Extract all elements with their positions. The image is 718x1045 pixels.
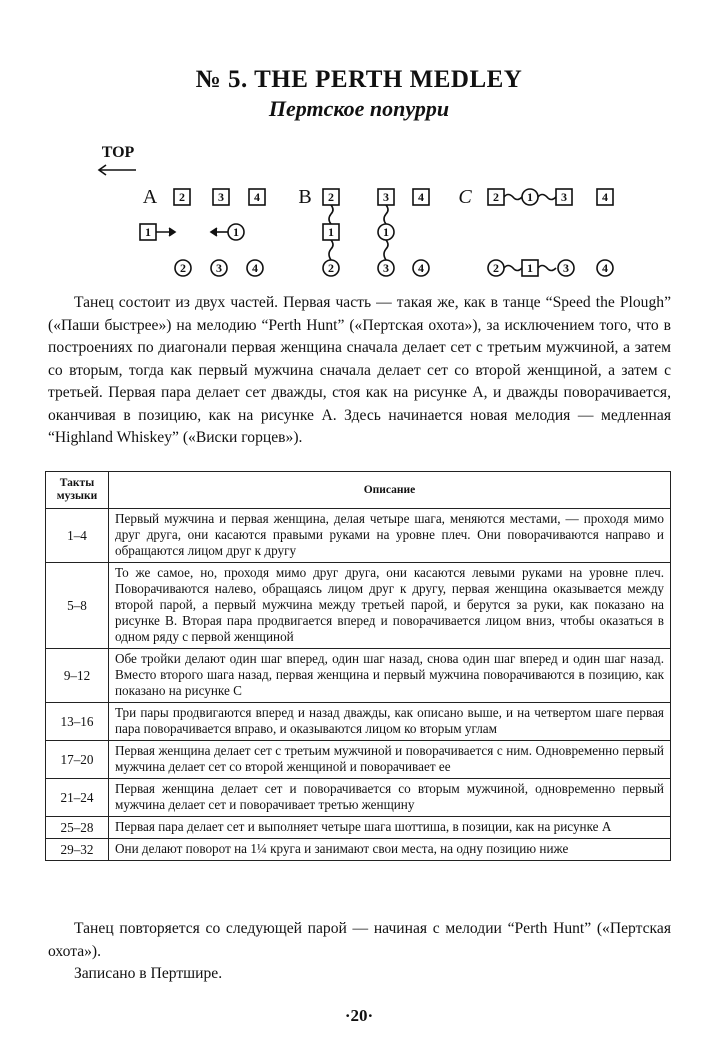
wavy-link	[504, 266, 522, 271]
intro-text	[48, 292, 671, 450]
svg-text:1: 1	[383, 225, 389, 239]
svg-text:4: 4	[602, 261, 608, 275]
table-row	[46, 509, 671, 563]
wavy-link	[384, 240, 388, 260]
svg-text:4: 4	[254, 190, 260, 204]
bars-cell: 29–32	[46, 839, 109, 861]
description-cell: Первая женщина делает сет с третьим мужчиной и поворачивается с ним. Одновременно первый мужчина делает сет со второй женщиной и поворачивает ее	[109, 741, 671, 779]
table-row	[46, 649, 671, 703]
group-label-b: B	[298, 186, 312, 208]
table-row	[46, 839, 671, 861]
svg-text:3: 3	[383, 190, 389, 204]
svg-text:1: 1	[328, 225, 334, 239]
bars-cell: 17–20	[46, 741, 109, 779]
bars-cell: 25–28	[46, 817, 109, 839]
steps-table	[45, 471, 671, 861]
bars-cell: 21–24	[46, 779, 109, 817]
table-row	[46, 741, 671, 779]
description-cell: Первый мужчина и первая женщина, делая четыре шага, меняются местами, — проходя мимо друг друга, они касаются правыми руками на уровне плеч. Они поворачиваются направо и обращаются лицом друг к другу	[109, 509, 671, 563]
intro-paragraph: Танец состоит из двух частей. Первая часть — такая же, как в танце “Speed the Plough” («Паши быстрее») на мелодию “Perth Hunt” («Пертская охота»), за исключением того, что в построениях по диагонали первая женщина сначала делает сет с третьим мужчиной, а затем со вторым, тогда как первый мужчина сначала делает сет со второй женщиной, а затем с третьей. Первая пара делает сет дважды, стоя как на рисунке А, и дважды поворачивается, оканчивая в позицию, как на рисунке А. Здесь начинается новая мелодия — медленная “Highland Whiskey” («Виски горцев»).	[48, 294, 671, 446]
svg-text:3: 3	[383, 261, 389, 275]
description-cell: То же самое, но, проходя мимо друг друга, они касаются левыми руками на уровне плеч. Поворачиваются налево, обращаясь лицом друг к другу, первая женщина оказывается между второй парой, а первый мужчина между третьей парой, и берутся за руки, как показано на рисунке В. Вторая пара продвигается вперед и поворачивается лицом вниз, чтобы оказаться в одном ряду с первой женщиной	[109, 563, 671, 649]
svg-text:4: 4	[418, 190, 424, 204]
svg-text:4: 4	[418, 261, 424, 275]
formation-diagram	[0, 130, 718, 290]
svg-text:3: 3	[561, 190, 567, 204]
svg-text:1: 1	[145, 225, 151, 239]
column-header-bars: Такты музыки	[46, 472, 109, 509]
description-cell: Первая пара делает сет и выполняет четыре шага шоттиша, в позиции, как на рисунке А	[109, 817, 671, 839]
outro-paragraph: Танец повторяется со следующей парой — начиная с мелодии “Perth Hunt” («Пертская охота»).	[48, 920, 671, 960]
bars-cell: 1–4	[46, 509, 109, 563]
bars-cell: 9–12	[46, 649, 109, 703]
page-subtitle: Пертское попурри	[268, 96, 450, 121]
group-label-a: A	[142, 186, 158, 208]
page-title: № 5. THE PERTH MEDLEY	[195, 66, 523, 93]
svg-text:3: 3	[218, 190, 224, 204]
page-number: ·20·	[344, 1006, 374, 1025]
table-row	[46, 703, 671, 741]
svg-text:4: 4	[602, 190, 608, 204]
column-header-description: Описание	[109, 472, 671, 509]
svg-text:2: 2	[328, 261, 334, 275]
svg-text:3: 3	[216, 261, 222, 275]
svg-text:1: 1	[527, 261, 533, 275]
top-label: TOP	[101, 144, 135, 161]
svg-text:1: 1	[527, 190, 533, 204]
bars-cell: 5–8	[46, 563, 109, 649]
svg-text:3: 3	[563, 261, 569, 275]
table-row	[46, 563, 671, 649]
table-row	[46, 817, 671, 839]
svg-text:2: 2	[180, 261, 186, 275]
wavy-link	[504, 195, 522, 200]
svg-text:2: 2	[328, 190, 334, 204]
outro-text	[48, 918, 671, 986]
svg-text:2: 2	[493, 261, 499, 275]
svg-text:4: 4	[252, 261, 258, 275]
description-cell: Первая женщина делает сет и поворачивается со вторым мужчиной, одновременно первый мужчина делает сет и поворачивает третью женщину	[109, 779, 671, 817]
description-cell: Три пары продвигаются вперед и назад дважды, как описано выше, и на четвертом шаге первая пара поворачивается вправо, и оказываются лицом ко вторым углам	[109, 703, 671, 741]
recorded-note: Записано в Пертшире.	[74, 965, 223, 982]
svg-text:1: 1	[233, 225, 239, 239]
wavy-link	[384, 205, 388, 224]
svg-text:2: 2	[179, 190, 185, 204]
wavy-link	[538, 266, 556, 271]
group-label-c: C	[458, 186, 472, 208]
wavy-link	[329, 205, 333, 224]
wavy-link	[538, 195, 556, 200]
description-cell: Они делают поворот на 1¼ круга и занимают свои места, на одну позицию ниже	[109, 839, 671, 861]
bars-cell: 13–16	[46, 703, 109, 741]
wavy-link	[329, 240, 333, 260]
table-row	[46, 779, 671, 817]
description-cell: Обе тройки делают один шаг вперед, один шаг назад, снова один шаг вперед и один шаг назад. Вместо второго шага назад, первая женщина и первый мужчина поворачиваются в позицию, как показано на рисунке С	[109, 649, 671, 703]
svg-text:2: 2	[493, 190, 499, 204]
